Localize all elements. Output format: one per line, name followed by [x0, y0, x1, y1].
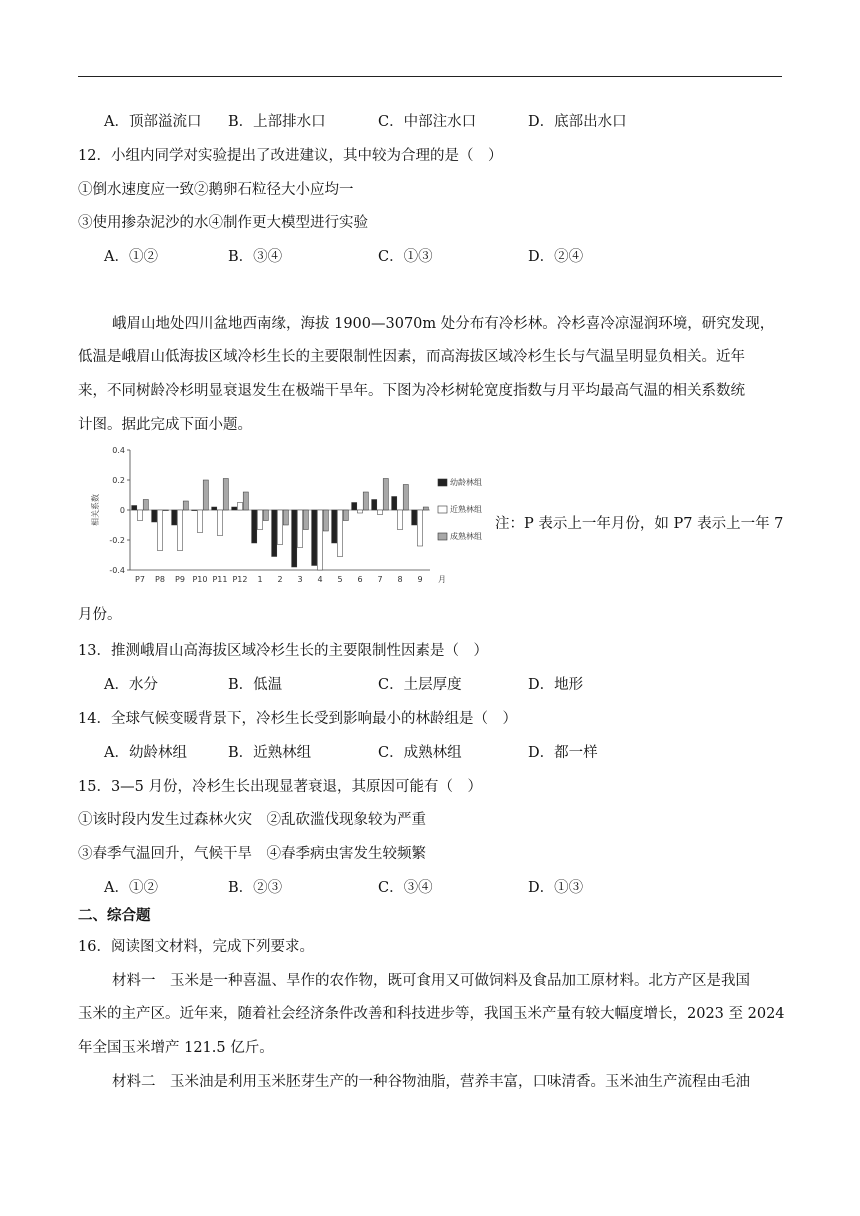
material1-line-2: 玉米的主产区。近年来，随着社会经济条件改善和科技进步等，我国玉米产量有较大幅度增长，2023 至 2024 — [78, 1006, 785, 1022]
bar-成熟林组-6 — [363, 492, 368, 510]
bar-幼龄林组-1 — [252, 510, 257, 543]
material2-line-1: 材料二 玉米油是利用玉米胚芽生产的一种谷物油脂，营养丰富，口味清香。玉米油生产流程由毛油 — [112, 1074, 750, 1090]
legend-swatch — [438, 533, 447, 540]
q12-option-c[interactable]: C．①③ — [378, 249, 433, 265]
bar-幼龄林组-P8 — [152, 510, 157, 522]
legend-label: 近熟林组 — [450, 505, 482, 514]
bar-幼龄林组-4 — [312, 510, 317, 566]
x-tick-label: P12 — [232, 575, 248, 584]
q15-option-c[interactable]: C．③④ — [378, 880, 433, 896]
q14-option-d[interactable]: D．都一样 — [528, 745, 598, 761]
bar-近熟林组-P11 — [217, 510, 222, 536]
bar-幼龄林组-P9 — [172, 510, 177, 525]
q14-option-c[interactable]: C．成熟林组 — [378, 745, 462, 761]
bar-近熟林组-P9 — [177, 510, 182, 551]
x-tick-label: P11 — [212, 575, 228, 584]
bar-幼龄林组-2 — [272, 510, 277, 557]
bar-近熟林组-3 — [297, 510, 302, 548]
y-tick-label: 0.2 — [112, 476, 125, 485]
q11-option-b[interactable]: B．上部排水口 — [228, 114, 326, 130]
bar-成熟林组-P9 — [183, 501, 188, 510]
legend-label: 成熟林组 — [450, 532, 482, 541]
y-tick-label: 0.4 — [112, 446, 125, 455]
x-tick-label: P9 — [175, 575, 185, 584]
bar-成熟林组-8 — [403, 485, 408, 511]
bar-近熟林组-P10 — [197, 510, 202, 533]
q14-option-b[interactable]: B．近熟林组 — [228, 745, 312, 761]
q12-stem: 12．小组内同学对实验提出了改进建议，其中较为合理的是（ ） — [78, 148, 503, 164]
bar-成熟林组-P10 — [203, 480, 208, 510]
bar-近熟林组-2 — [277, 510, 282, 545]
q12-items-2: ③使用掺杂泥沙的水④制作更大模型进行实验 — [78, 215, 368, 231]
bar-近熟林组-8 — [397, 510, 402, 530]
q11-option-c[interactable]: C．中部注水口 — [378, 114, 477, 130]
bar-成熟林组-9 — [423, 507, 428, 510]
header-rule — [78, 76, 782, 77]
bar-成熟林组-P12 — [243, 492, 248, 510]
bar-幼龄林组-9 — [412, 510, 417, 525]
bar-成熟林组-P8 — [163, 510, 168, 511]
bar-近熟林组-P7 — [137, 510, 142, 521]
q15-items-1: ①该时段内发生过森林火灾 ②乱砍滥伐现象较为严重 — [78, 812, 426, 828]
correlation-bar-chart — [90, 440, 500, 600]
q12-option-b[interactable]: B．③④ — [228, 249, 283, 265]
q14-option-a[interactable]: A．幼龄林组 — [104, 745, 187, 761]
x-tick-label: 7 — [377, 575, 383, 584]
bar-近熟林组-5 — [337, 510, 342, 557]
q15-items-2: ③春季气温回升，气候干旱 ④春季病虫害发生较频繁 — [78, 846, 426, 862]
q12-option-d[interactable]: D．②④ — [528, 249, 584, 265]
bar-成熟林组-P7 — [143, 500, 148, 511]
x-tick-label: 3 — [297, 575, 303, 584]
bar-幼龄林组-3 — [292, 510, 297, 567]
q13-option-c[interactable]: C．土层厚度 — [378, 677, 462, 693]
x-tick-label: 6 — [357, 575, 363, 584]
bar-近熟林组-7 — [377, 510, 382, 515]
bar-幼龄林组-6 — [352, 503, 357, 511]
bar-幼龄林组-5 — [332, 510, 337, 543]
bar-近熟林组-9 — [417, 510, 422, 546]
material1-line-3: 年全国玉米增产 121.5 亿斤。 — [78, 1040, 274, 1056]
bar-幼龄林组-P12 — [232, 507, 237, 510]
bar-近熟林组-6 — [357, 510, 362, 513]
x-axis-title: 月 — [438, 575, 446, 584]
q15-option-d[interactable]: D．①③ — [528, 880, 584, 896]
bar-近熟林组-4 — [317, 510, 322, 570]
q11-option-a[interactable]: A．顶部溢流口 — [104, 114, 202, 130]
x-tick-label: 4 — [317, 575, 323, 584]
x-tick-label: 1 — [257, 575, 263, 584]
q13-option-a[interactable]: A．水分 — [104, 677, 158, 693]
x-tick-label: P8 — [155, 575, 165, 584]
bar-成熟林组-1 — [263, 510, 268, 521]
bar-幼龄林组-P10 — [192, 510, 197, 511]
bar-成熟林组-7 — [383, 479, 388, 511]
material1-line-1: 材料一 玉米是一种喜温、旱作的农作物，既可食用又可做饲料及食品加工原材料。北方产区是我国 — [112, 973, 750, 989]
q15-option-a[interactable]: A．①② — [104, 880, 158, 896]
bar-近熟林组-P8 — [157, 510, 162, 551]
bar-近熟林组-P12 — [237, 503, 242, 511]
q14-stem: 14．全球气候变暖背景下，冷杉生长受到影响最小的林龄组是（ ） — [78, 711, 517, 727]
x-tick-label: 9 — [417, 575, 423, 584]
q13-option-d[interactable]: D．地形 — [528, 677, 584, 693]
q11-option-d[interactable]: D．底部出水口 — [528, 114, 627, 130]
y-tick-label: 0 — [119, 506, 125, 515]
legend-swatch — [438, 506, 447, 513]
x-tick-label: P10 — [192, 575, 208, 584]
chart-note-continued: 月份。 — [78, 607, 122, 623]
bar-成熟林组-5 — [343, 510, 348, 521]
y-tick-label: -0.4 — [109, 566, 125, 575]
q16-stem: 16．阅读图文材料，完成下列要求。 — [78, 939, 314, 955]
bar-成熟林组-2 — [283, 510, 288, 525]
bar-近熟林组-1 — [257, 510, 262, 530]
chart-note: 注：P 表示上一年月份，如 P7 表示上一年 7 — [495, 516, 784, 532]
legend-label: 幼龄林组 — [450, 478, 482, 487]
y-tick-label: -0.2 — [109, 536, 125, 545]
q13-stem: 13．推测峨眉山高海拔区域冷杉生长的主要限制性因素是（ ） — [78, 643, 488, 659]
bar-成熟林组-4 — [323, 510, 328, 531]
bar-幼龄林组-7 — [372, 500, 377, 511]
x-tick-label: 5 — [337, 575, 343, 584]
bar-成熟林组-3 — [303, 510, 308, 530]
material-line-4: 计图。据此完成下面小题。 — [78, 417, 252, 433]
x-tick-label: 2 — [277, 575, 283, 584]
material-line-1: 峨眉山地处四川盆地西南缘，海拔 1900—3070m 处分布有冷杉林。冷杉喜冷凉湿润环境，研究发现， — [112, 316, 775, 332]
x-tick-label: 8 — [397, 575, 403, 584]
material-line-2: 低温是峨眉山低海拔区域冷杉生长的主要限制性因素，而高海拔区域冷杉生长与气温呈明显负相关。近年 — [78, 349, 745, 365]
section-title: 二、综合题 — [78, 908, 151, 924]
bar-幼龄林组-8 — [392, 497, 397, 511]
bar-幼龄林组-P7 — [132, 506, 137, 511]
legend-swatch — [438, 479, 447, 486]
q13-option-b[interactable]: B．低温 — [228, 677, 283, 693]
q15-stem: 15．3—5 月份，冷杉生长出现显著衰退，其原因可能有（ ） — [78, 779, 483, 795]
material-line-3: 来，不同树龄冷杉明显衰退发生在极端干旱年。下图为冷杉树轮宽度指数与月平均最高气温的相关系数统 — [78, 383, 745, 399]
y-axis-title: 相关系数 — [91, 494, 100, 526]
q12-option-a[interactable]: A．①② — [104, 249, 158, 265]
q15-option-b[interactable]: B．②③ — [228, 880, 283, 896]
bar-幼龄林组-P11 — [212, 507, 217, 510]
bar-成熟林组-P11 — [223, 479, 228, 511]
x-tick-label: P7 — [135, 575, 145, 584]
q12-items-1: ①倒水速度应一致②鹅卵石粒径大小应均一 — [78, 182, 354, 198]
